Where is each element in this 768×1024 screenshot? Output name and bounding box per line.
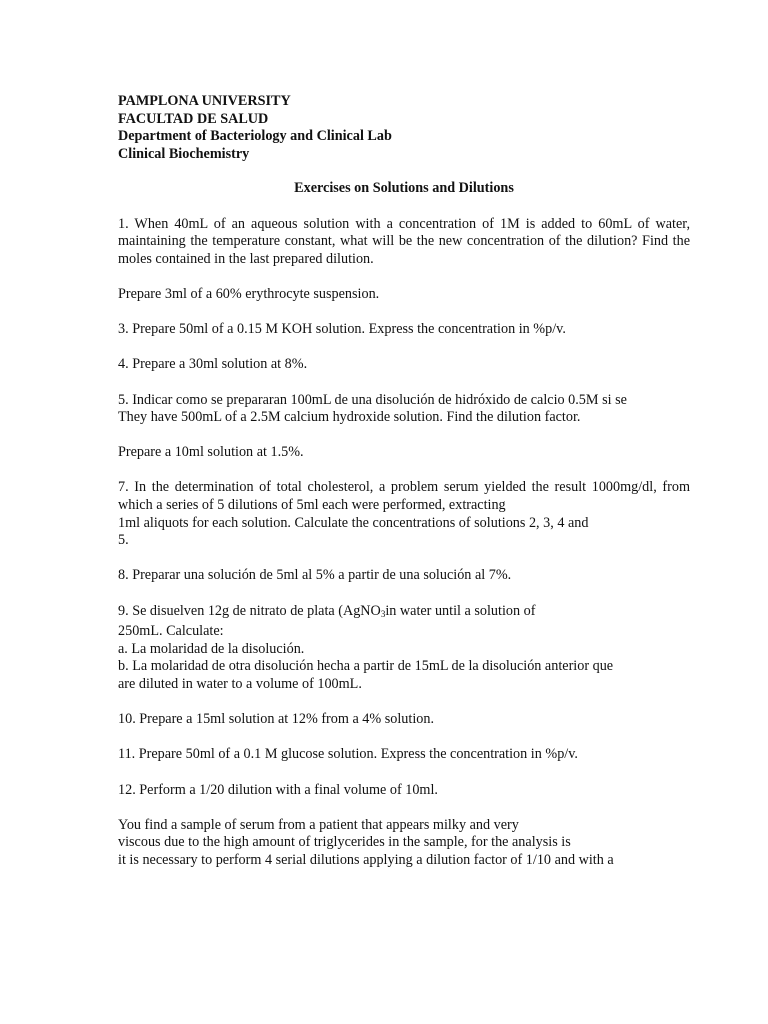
exercise-9-line-1 [118,603,690,624]
exercise-6: Prepare a 10ml solution at 1.5%. [118,444,304,461]
faculty-name: FACULTAD DE SALUD [118,110,269,127]
exercise-2: Prepare 3ml of a 60% erythrocyte suspension. [118,285,380,302]
exercise-9-line-2: 250mL. Calculate: [118,623,224,640]
exercise-1: 1. When 40mL of an aqueous solution with a concentration of 1M is added to 60mL of water, maintaining the temperature constant, what will be the new concentration of the dilution? Find the moles contained in the last prepared dilution. [118,215,690,267]
exercise-5-line-2: They have 500mL of a 2.5M calcium hydroxide solution. Find the dilution factor. [118,409,581,426]
exercise-9-subscript: 3 [380,608,386,619]
exercise-9-part-b-line-2: are diluted in water to a volume of 100mL. [118,676,362,692]
exercise-12: 12. Perform a 1/20 dilution with a final volume of 10ml. [118,781,438,798]
exercise-3: 3. Prepare 50ml of a 0.15 M KOH solution. Express the concentration in %p/v. [118,321,566,338]
exercise-11: 11. Prepare 50ml of a 0.1 M glucose solution. Express the concentration in %p/v. [118,746,578,763]
exercise-5-line-1: 5. Indicar como se prepararan 100mL de una disolución de hidróxido de calcio 0.5M si se [118,391,627,408]
exercise-8: 8. Preparar una solución de 5ml al 5% a partir de una solución al 7%. [118,567,512,584]
exercise-10: 10. Prepare a 15ml solution at 12% from a 4% solution. [118,711,435,728]
university-name: PAMPLONA UNIVERSITY [118,93,291,109]
exercise-13-line-1: You find a sample of serum from a patient that appears milky and very [118,816,519,833]
exercise-9-text-a: 9. Se disuelven 12g de nitrato de plata (AgNO [118,602,381,619]
exercise-7 [118,479,690,549]
exercise-7-line-2: 1ml aliquots for each solution. Calculate the concentrations of solutions 2, 3, 4 and [118,514,589,531]
exercise-9-part-b-line-1: b. La molaridad de otra disolución hecha a partir de 15mL de la disolución anterior que [118,658,614,675]
exercise-13 [118,817,690,870]
course-name: Clinical Biochemistry [118,145,250,162]
exercise-7-line-1: 7. In the determination of total cholesterol, a problem serum yielded the result 1000mg/dl, from which a series of 5 dilutions of 5ml each were performed, extracting [118,479,690,514]
exercise-13-line-2: viscous due to the high amount of triglycerides in the sample, for the analysis is [118,834,571,851]
exercise-13-line-3: it is necessary to perform 4 serial dilutions applying a dilution factor of 1/10 and with a [118,851,614,868]
document-page [118,93,690,870]
exercise-9 [118,603,690,694]
exercise-7-line-3: 5. [118,532,129,549]
exercise-4: 4. Prepare a 30ml solution at 8%. [118,356,308,373]
document-title: Exercises on Solutions and Dilutions [294,180,514,197]
document-header [118,93,690,163]
department-name: Department of Bacteriology and Clinical Lab [118,128,392,145]
exercise-9-part-a: a. La molaridad de la disolución. [118,640,305,657]
exercise-9-text-b: in water until a solution of [385,602,536,619]
exercise-5 [118,392,690,427]
